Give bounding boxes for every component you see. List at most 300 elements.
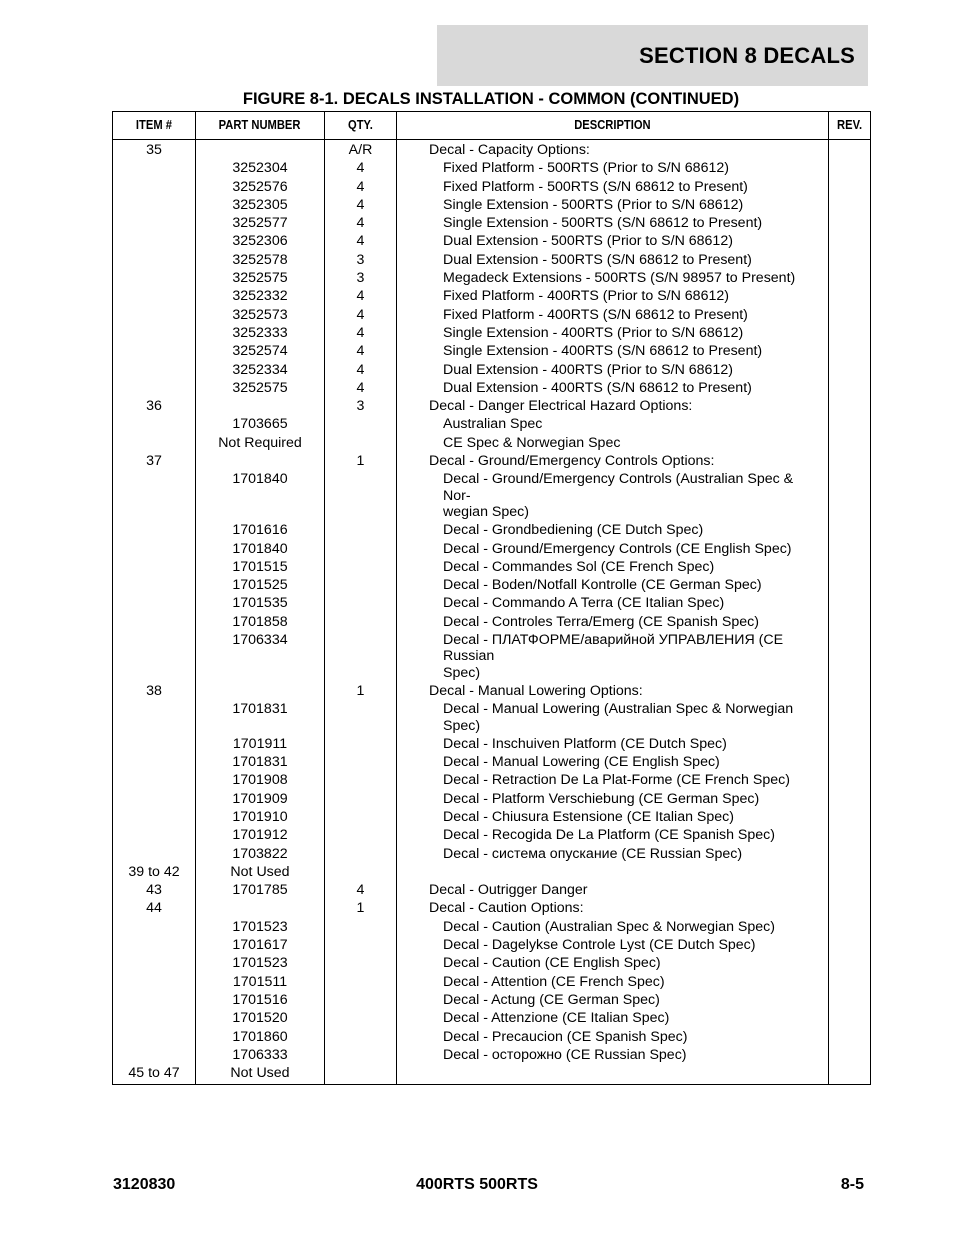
table-row — [113, 306, 871, 324]
table-row — [113, 1046, 871, 1064]
quantity-cell: 4 — [325, 214, 397, 232]
quantity-cell — [325, 613, 397, 631]
table-row — [113, 899, 871, 917]
section-header-band — [437, 25, 868, 86]
description-text: Decal - Danger Electrical Hazard Options: — [429, 398, 693, 415]
quantity-cell: 3 — [325, 269, 397, 287]
part-number-cell: 1703665 — [196, 415, 325, 433]
item-number-cell — [113, 434, 196, 452]
part-number-cell: 1701840 — [196, 470, 325, 521]
item-number-cell — [113, 753, 196, 771]
description-cell — [397, 826, 829, 844]
part-number-cell: 1701520 — [196, 1009, 325, 1027]
description-text: Decal - Actung (CE German Spec) — [443, 991, 660, 1008]
quantity-cell: 4 — [325, 232, 397, 250]
revision-cell — [829, 594, 871, 612]
revision-cell — [829, 918, 871, 936]
part-number-cell: Not Required — [196, 434, 325, 452]
quantity-cell — [325, 845, 397, 863]
revision-cell — [829, 899, 871, 917]
table-row — [113, 973, 871, 991]
description-text: Fixed Platform - 500RTS (Prior to S/N 68612) — [443, 160, 729, 177]
item-number-cell — [113, 735, 196, 753]
revision-cell — [829, 251, 871, 269]
part-number-cell: 3252576 — [196, 178, 325, 196]
description-cell — [397, 899, 829, 917]
part-number-cell: 1701617 — [196, 936, 325, 954]
revision-cell — [829, 521, 871, 539]
item-number-cell — [113, 973, 196, 991]
description-text: CE Spec & Norwegian Spec — [443, 434, 621, 451]
part-number-cell: 3252573 — [196, 306, 325, 324]
item-number-cell — [113, 159, 196, 177]
description-text-continued: Spec) — [443, 664, 481, 681]
item-number-cell: 35 — [113, 140, 196, 160]
item-number-cell — [113, 991, 196, 1009]
quantity-cell: 3 — [325, 397, 397, 415]
description-cell — [397, 324, 829, 342]
description-cell — [397, 790, 829, 808]
description-text: Decal - Caution (CE English Spec) — [443, 955, 661, 972]
footer-page-number: 8-5 — [840, 1176, 864, 1193]
description-cell — [397, 434, 829, 452]
description-cell — [397, 700, 829, 735]
table-row — [113, 287, 871, 305]
part-number-cell — [196, 899, 325, 917]
item-number-cell — [113, 954, 196, 972]
quantity-cell — [325, 521, 397, 539]
table-row — [113, 324, 871, 342]
quantity-cell — [325, 1046, 397, 1064]
quantity-cell — [325, 434, 397, 452]
item-number-cell — [113, 342, 196, 360]
item-number-cell: 45 to 47 — [113, 1064, 196, 1085]
description-text-continued: Spec) — [443, 717, 481, 734]
table-row — [113, 415, 871, 433]
revision-cell — [829, 936, 871, 954]
item-number-cell — [113, 631, 196, 682]
quantity-cell: 4 — [325, 287, 397, 305]
description-cell — [397, 973, 829, 991]
part-number-cell: 1701516 — [196, 991, 325, 1009]
description-cell — [397, 594, 829, 612]
table-row — [113, 214, 871, 232]
table-row — [113, 521, 871, 539]
quantity-cell — [325, 1028, 397, 1046]
revision-cell — [829, 361, 871, 379]
description-text: Dual Extension - 500RTS (S/N 68612 to Present) — [443, 251, 752, 268]
description-cell — [397, 159, 829, 177]
description-cell — [397, 287, 829, 305]
description-text: Megadeck Extensions - 500RTS (S/N 98957 to Present) — [443, 270, 796, 287]
description-text: Decal - Ground/Emergency Controls (Australian Spec & Nor- — [443, 471, 794, 504]
revision-cell — [829, 178, 871, 196]
revision-cell — [829, 232, 871, 250]
revision-cell — [829, 863, 871, 881]
item-number-cell — [113, 251, 196, 269]
item-number-cell — [113, 306, 196, 324]
item-number-cell — [113, 521, 196, 539]
table-header-row — [113, 112, 871, 140]
quantity-cell — [325, 863, 397, 881]
description-text: Single Extension - 400RTS (S/N 68612 to Present) — [443, 343, 763, 360]
revision-cell — [829, 1009, 871, 1027]
description-cell — [397, 306, 829, 324]
part-number-cell: 1701785 — [196, 881, 325, 899]
table-row — [113, 682, 871, 700]
quantity-cell — [325, 540, 397, 558]
table-row — [113, 1028, 871, 1046]
description-cell — [397, 753, 829, 771]
item-number-cell — [113, 790, 196, 808]
item-number-cell — [113, 826, 196, 844]
revision-cell — [829, 1028, 871, 1046]
part-number-cell: 3252577 — [196, 214, 325, 232]
table-row — [113, 540, 871, 558]
quantity-cell — [325, 826, 397, 844]
quantity-cell — [325, 771, 397, 789]
table-row — [113, 631, 871, 682]
description-text: Decal - Caution (Australian Spec & Norwegian Spec) — [443, 918, 775, 935]
description-cell — [397, 613, 829, 631]
revision-cell — [829, 735, 871, 753]
description-cell — [397, 342, 829, 360]
table-row — [113, 1064, 871, 1085]
quantity-cell — [325, 576, 397, 594]
description-cell — [397, 936, 829, 954]
description-text: Single Extension - 500RTS (Prior to S/N 68612) — [443, 196, 744, 213]
part-number-cell: 1701523 — [196, 918, 325, 936]
description-cell — [397, 771, 829, 789]
revision-cell — [829, 1046, 871, 1064]
part-number-cell: 3252574 — [196, 342, 325, 360]
revision-cell — [829, 682, 871, 700]
item-number-cell — [113, 845, 196, 863]
part-number-cell: 3252333 — [196, 324, 325, 342]
item-number-cell — [113, 415, 196, 433]
description-text: Australian Spec — [443, 416, 543, 433]
footer-model: 400RTS 500RTS — [416, 1176, 538, 1193]
table-row — [113, 470, 871, 521]
description-cell — [397, 470, 829, 521]
description-text: Decal - ПЛАТФОРМЕ/аварийной УПРАВЛЕНИЯ (CE Russian — [443, 632, 784, 665]
table-row — [113, 251, 871, 269]
description-cell — [397, 196, 829, 214]
quantity-cell — [325, 753, 397, 771]
quantity-cell — [325, 415, 397, 433]
description-cell — [397, 808, 829, 826]
quantity-cell: 4 — [325, 324, 397, 342]
item-number-cell — [113, 324, 196, 342]
description-text: Decal - Commandes Sol (CE French Spec) — [443, 558, 715, 575]
quantity-cell: 4 — [325, 159, 397, 177]
table-row — [113, 576, 871, 594]
description-text: Decal - Commando A Terra (CE Italian Spec) — [443, 595, 725, 612]
part-number-cell: 1701910 — [196, 808, 325, 826]
revision-cell — [829, 324, 871, 342]
quantity-cell — [325, 936, 397, 954]
description-text: Dual Extension - 400RTS (Prior to S/N 68612) — [443, 361, 733, 378]
item-number-cell: 37 — [113, 452, 196, 470]
quantity-cell — [325, 973, 397, 991]
table-row — [113, 790, 871, 808]
description-cell — [397, 214, 829, 232]
item-number-cell — [113, 1009, 196, 1027]
revision-cell — [829, 826, 871, 844]
quantity-cell — [325, 808, 397, 826]
part-number-cell: 1701911 — [196, 735, 325, 753]
description-text: Decal - Manual Lowering (Australian Spec & Norwegian — [443, 701, 794, 718]
revision-cell — [829, 991, 871, 1009]
item-number-cell — [113, 936, 196, 954]
table-row — [113, 558, 871, 576]
item-number-cell — [113, 700, 196, 735]
part-number-cell: 3252305 — [196, 196, 325, 214]
revision-cell — [829, 470, 871, 521]
description-text: Decal - Manual Lowering Options: — [429, 682, 643, 699]
description-text: Decal - осторожно (CE Russian Spec) — [443, 1046, 687, 1063]
revision-cell — [829, 881, 871, 899]
part-number-cell — [196, 682, 325, 700]
revision-cell — [829, 845, 871, 863]
item-number-cell: 38 — [113, 682, 196, 700]
description-text: Single Extension - 400RTS (Prior to S/N 68612) — [443, 324, 744, 341]
table-row — [113, 753, 871, 771]
quantity-cell — [325, 735, 397, 753]
part-number-cell: 1706334 — [196, 631, 325, 682]
part-number-cell: 3252306 — [196, 232, 325, 250]
item-number-cell: 43 — [113, 881, 196, 899]
description-text: Dual Extension - 400RTS (S/N 68612 to Present) — [443, 379, 752, 396]
description-cell — [397, 232, 829, 250]
item-number-cell — [113, 361, 196, 379]
description-cell — [397, 845, 829, 863]
part-number-cell: 1703822 — [196, 845, 325, 863]
description-cell — [397, 140, 829, 160]
table-row — [113, 991, 871, 1009]
item-number-cell — [113, 214, 196, 232]
description-cell — [397, 1028, 829, 1046]
quantity-cell: 3 — [325, 251, 397, 269]
item-number-cell — [113, 1046, 196, 1064]
item-number-cell — [113, 196, 196, 214]
table-row — [113, 918, 871, 936]
description-text: Decal - Dagelykse Controle Lyst (CE Dutch Spec) — [443, 937, 756, 954]
description-cell — [397, 251, 829, 269]
revision-cell — [829, 434, 871, 452]
description-text-continued: wegian Spec) — [443, 503, 529, 520]
part-number-cell: Not Used — [196, 1064, 325, 1085]
part-number-cell — [196, 140, 325, 160]
revision-cell — [829, 269, 871, 287]
part-number-cell: 1701860 — [196, 1028, 325, 1046]
table-row — [113, 826, 871, 844]
revision-cell — [829, 954, 871, 972]
part-number-cell: 3252334 — [196, 361, 325, 379]
table-row — [113, 735, 871, 753]
table-row — [113, 845, 871, 863]
part-number-cell: 3252575 — [196, 379, 325, 397]
quantity-cell — [325, 991, 397, 1009]
description-cell — [397, 397, 829, 415]
revision-cell — [829, 397, 871, 415]
part-number-cell: 1701515 — [196, 558, 325, 576]
description-text: Single Extension - 500RTS (S/N 68612 to Present) — [443, 215, 763, 232]
revision-cell — [829, 196, 871, 214]
part-number-cell: 1701616 — [196, 521, 325, 539]
quantity-cell: 4 — [325, 196, 397, 214]
table-row — [113, 1009, 871, 1027]
description-cell — [397, 682, 829, 700]
table-row — [113, 178, 871, 196]
item-number-cell — [113, 470, 196, 521]
revision-cell — [829, 287, 871, 305]
table-row — [113, 452, 871, 470]
description-cell — [397, 576, 829, 594]
revision-cell — [829, 973, 871, 991]
revision-cell — [829, 1064, 871, 1085]
quantity-cell — [325, 1064, 397, 1085]
revision-cell — [829, 159, 871, 177]
item-number-cell: 44 — [113, 899, 196, 917]
revision-cell — [829, 613, 871, 631]
revision-cell — [829, 379, 871, 397]
quantity-cell — [325, 558, 397, 576]
part-number-cell: 1701858 — [196, 613, 325, 631]
quantity-cell: 4 — [325, 342, 397, 360]
revision-cell — [829, 140, 871, 160]
quantity-cell — [325, 594, 397, 612]
item-number-cell — [113, 808, 196, 826]
quantity-cell: 4 — [325, 178, 397, 196]
item-number-cell — [113, 594, 196, 612]
description-text: Dual Extension - 500RTS (Prior to S/N 68612) — [443, 233, 733, 250]
revision-cell — [829, 631, 871, 682]
revision-cell — [829, 808, 871, 826]
revision-cell — [829, 771, 871, 789]
revision-cell — [829, 214, 871, 232]
table-row — [113, 700, 871, 735]
item-number-cell — [113, 918, 196, 936]
quantity-cell: 4 — [325, 881, 397, 899]
description-cell — [397, 863, 829, 881]
quantity-cell — [325, 631, 397, 682]
item-number-cell — [113, 540, 196, 558]
description-cell — [397, 452, 829, 470]
description-text: Decal - Precaucion (CE Spanish Spec) — [443, 1028, 688, 1045]
table-row — [113, 936, 871, 954]
description-text: Fixed Platform - 400RTS (S/N 68612 to Present) — [443, 306, 748, 323]
revision-cell — [829, 415, 871, 433]
revision-cell — [829, 558, 871, 576]
part-number-cell: 3252575 — [196, 269, 325, 287]
description-text: Decal - Recogida De La Platform (CE Spanish Spec) — [443, 827, 775, 844]
quantity-cell: 4 — [325, 361, 397, 379]
description-cell — [397, 954, 829, 972]
description-cell — [397, 521, 829, 539]
quantity-cell: 1 — [325, 899, 397, 917]
revision-cell — [829, 700, 871, 735]
part-number-cell: 1701523 — [196, 954, 325, 972]
part-number-cell: 3252332 — [196, 287, 325, 305]
table-row — [113, 361, 871, 379]
quantity-cell — [325, 700, 397, 735]
description-cell — [397, 379, 829, 397]
description-cell — [397, 918, 829, 936]
description-text: Decal - Ground/Emergency Controls (CE English Spec) — [443, 540, 792, 557]
table-row — [113, 232, 871, 250]
description-cell — [397, 1064, 829, 1085]
column-header-description: DESCRIPTION — [397, 112, 829, 140]
revision-cell — [829, 753, 871, 771]
table-row — [113, 269, 871, 287]
description-text: Decal - Platform Verschiebung (CE German Spec) — [443, 790, 760, 807]
item-number-cell — [113, 1028, 196, 1046]
description-text: Decal - Controles Terra/Emerg (CE Spanish Spec) — [443, 613, 759, 630]
description-text: Decal - Caution Options: — [429, 900, 584, 917]
item-number-cell — [113, 232, 196, 250]
description-text: Decal - Retraction De La Plat-Forme (CE French Spec) — [443, 772, 790, 789]
table-body — [113, 140, 871, 1085]
description-cell — [397, 735, 829, 753]
part-number-cell: 1701535 — [196, 594, 325, 612]
description-cell — [397, 1009, 829, 1027]
item-number-cell — [113, 379, 196, 397]
table-row — [113, 159, 871, 177]
item-number-cell — [113, 613, 196, 631]
item-number-cell: 36 — [113, 397, 196, 415]
description-text: Decal - Inschuiven Platform (CE Dutch Spec) — [443, 735, 727, 752]
item-number-cell — [113, 178, 196, 196]
description-cell — [397, 361, 829, 379]
revision-cell — [829, 576, 871, 594]
column-header-part-number: PART NUMBER — [196, 112, 325, 140]
table-row — [113, 613, 871, 631]
revision-cell — [829, 342, 871, 360]
quantity-cell — [325, 790, 397, 808]
part-number-cell: 1701909 — [196, 790, 325, 808]
item-number-cell: 39 to 42 — [113, 863, 196, 881]
section-title: SECTION 8 DECALS — [639, 43, 855, 68]
table-row — [113, 863, 871, 881]
table-row — [113, 379, 871, 397]
description-cell — [397, 558, 829, 576]
description-text: Decal - Grondbediening (CE Dutch Spec) — [443, 522, 704, 539]
item-number-cell — [113, 558, 196, 576]
description-text: Fixed Platform - 500RTS (S/N 68612 to Present) — [443, 178, 748, 195]
table-row — [113, 881, 871, 899]
item-number-cell — [113, 287, 196, 305]
table-row — [113, 140, 871, 160]
description-cell — [397, 415, 829, 433]
item-number-cell — [113, 576, 196, 594]
quantity-cell: 4 — [325, 379, 397, 397]
column-header-rev: REV. — [829, 112, 871, 140]
description-cell — [397, 631, 829, 682]
description-text: Decal - система опускание (CE Russian Spec) — [443, 845, 743, 862]
footer-doc-number: 3120830 — [113, 1176, 176, 1193]
description-cell — [397, 540, 829, 558]
description-cell — [397, 881, 829, 899]
table-row — [113, 954, 871, 972]
part-number-cell: 1701912 — [196, 826, 325, 844]
revision-cell — [829, 452, 871, 470]
description-text: Fixed Platform - 400RTS (Prior to S/N 68612) — [443, 288, 729, 305]
table-row — [113, 594, 871, 612]
quantity-cell: 1 — [325, 682, 397, 700]
part-number-cell: 1706333 — [196, 1046, 325, 1064]
table-row — [113, 771, 871, 789]
